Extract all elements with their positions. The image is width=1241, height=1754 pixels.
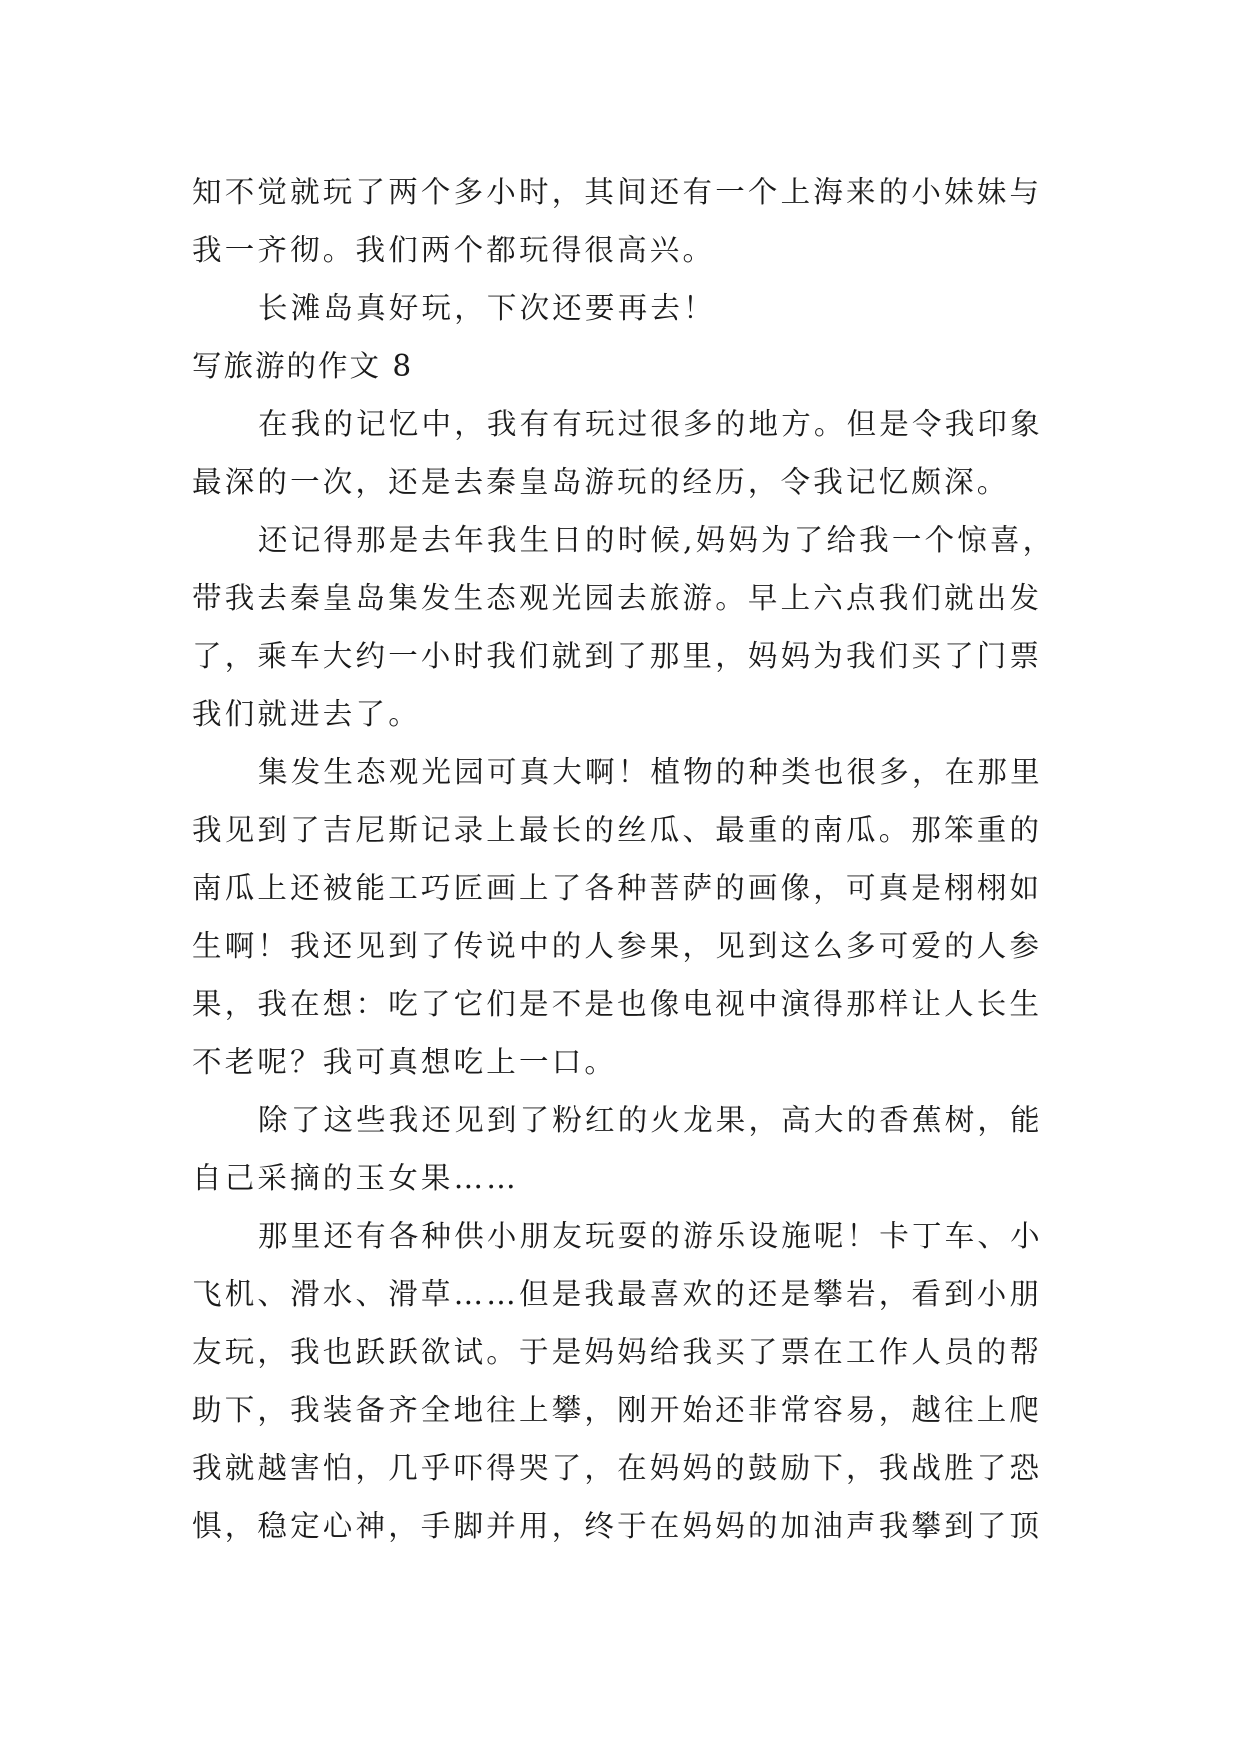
text-line: 我一齐彻。我们两个都玩得很高兴。 — [192, 233, 716, 267]
text-line: 知不觉就玩了两个多小时，其间还有一个上海来的小妹妹与 — [192, 175, 1043, 209]
text-line: 最深的一次，还是去秦皇岛游玩的经历，令我记忆颇深。 — [192, 465, 1010, 499]
paragraph-line: 除了这些我还见到了粉红的火龙果，高大的香蕉树，能 — [258, 1103, 1043, 1137]
paragraph-line: 在我的记忆中，我有有玩过很多的地方。但是令我印象 — [258, 407, 1043, 441]
text-line: 我就越害怕，几乎吓得哭了，在妈妈的鼓励下，我战胜了恐 — [192, 1451, 1043, 1485]
text-line: 助下，我装备齐全地往上攀，刚开始还非常容易，越往上爬 — [192, 1393, 1043, 1427]
text-line: 果，我在想：吃了它们是不是也像电视中演得那样让人长生 — [192, 987, 1043, 1021]
text-line: 不老呢？我可真想吃上一口。 — [192, 1045, 618, 1079]
text-line: 自己采摘的玉女果…… — [192, 1161, 520, 1195]
text-line: 了，乘车大约一小时我们就到了那里，妈妈为我们买了门票 — [192, 639, 1043, 673]
paragraph-line: 还记得那是去年我生日的时候,妈妈为了给我一个惊喜， — [258, 523, 1056, 557]
text-line: 我们就进去了。 — [192, 697, 421, 731]
text-line: 飞机、滑水、滑草……但是我最喜欢的还是攀岩，看到小朋 — [192, 1277, 1043, 1311]
paragraph-line: 集发生态观光园可真大啊！植物的种类也很多，在那里 — [258, 755, 1043, 789]
text-line: 带我去秦皇岛集发生态观光园去旅游。早上六点我们就出发 — [192, 581, 1043, 615]
document-page — [192, 163, 1054, 1555]
text-line: 我见到了吉尼斯记录上最长的丝瓜、最重的南瓜。那笨重的 — [192, 813, 1043, 847]
text-line: 惧，稳定心神，手脚并用，终于在妈妈的加油声我攀到了顶 — [192, 1509, 1043, 1543]
paragraph-line: 长滩岛真好玩，下次还要再去！ — [258, 291, 716, 325]
paragraph-line: 那里还有各种供小朋友玩耍的游乐设施呢！卡丁车、小 — [258, 1219, 1043, 1253]
text-line: 友玩，我也跃跃欲试。于是妈妈给我买了票在工作人员的帮 — [192, 1335, 1043, 1369]
text-line: 南瓜上还被能工巧匠画上了各种菩萨的画像，可真是栩栩如 — [192, 871, 1043, 905]
text-line: 生啊！我还见到了传说中的人参果，见到这么多可爱的人参 — [192, 929, 1043, 963]
section-heading: 写旅游的作文 8 — [192, 349, 414, 383]
